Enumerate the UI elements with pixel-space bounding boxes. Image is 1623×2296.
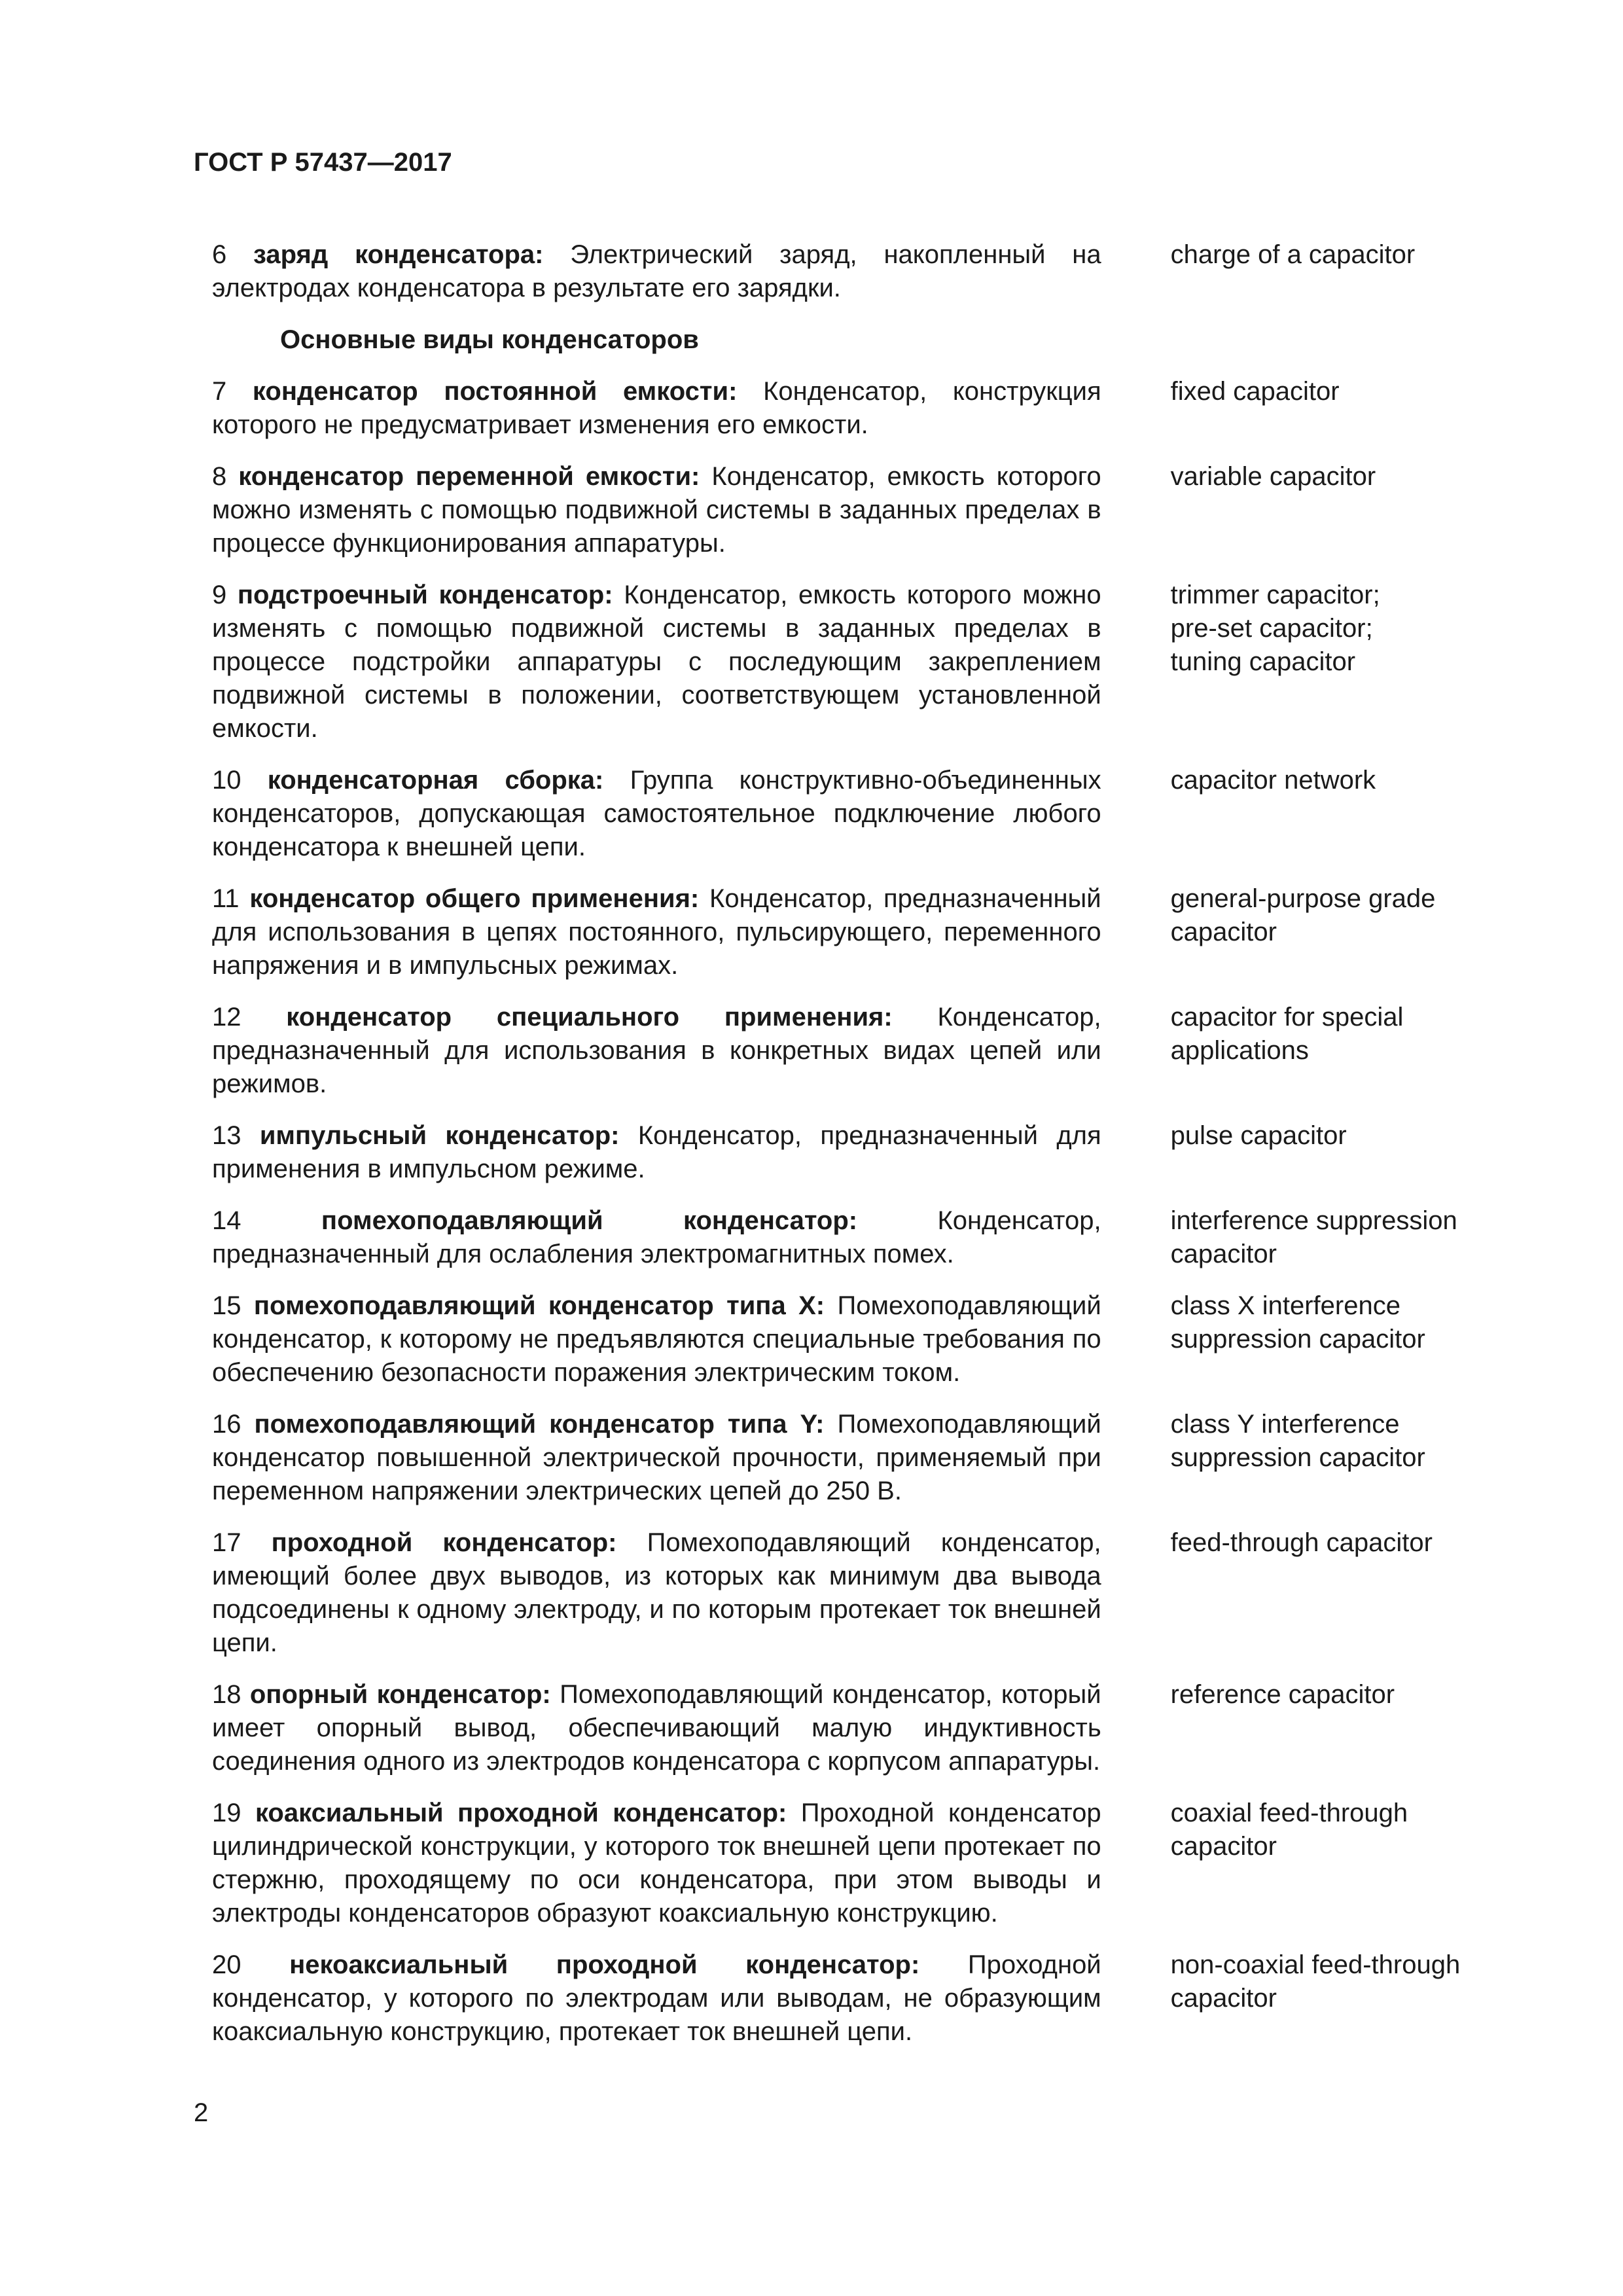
term-definition — [212, 1119, 1101, 1186]
term-definition — [212, 1289, 1101, 1390]
term-english: charge of a capacitor — [1170, 240, 1416, 269]
term-definition — [212, 460, 1101, 560]
term-name: помехоподавляющий конденсатор: — [321, 1206, 858, 1235]
term-name: опорный конденсатор: — [249, 1680, 551, 1709]
term-name: некоаксиальный проходной конденсатор: — [289, 1950, 920, 1979]
term-name: проходной конденсатор: — [271, 1528, 617, 1557]
term-name: конденсатор общего применения: — [249, 884, 700, 913]
page-number: 2 — [194, 2098, 209, 2127]
term-english: general-purpose grade capacitor — [1170, 884, 1436, 946]
term-english: capacitor network — [1170, 766, 1376, 795]
term-definition — [212, 764, 1101, 864]
term-entry — [212, 238, 1482, 305]
term-definition — [212, 1408, 1101, 1508]
term-number: 9 — [212, 581, 227, 609]
term-number: 13 — [212, 1121, 241, 1150]
term-definition — [212, 1526, 1101, 1660]
term-definition — [212, 1678, 1101, 1778]
term-entry — [212, 375, 1482, 442]
term-name: конденсатор постоянной емкости: — [252, 377, 738, 406]
term-text: Проходной конденсатор цилиндрической конструкции, у которого ток внешней цепи протекает по стержню, проходящему по оси конденсатора, при этом выводы и электроды конденсаторов образуют коаксиальную конструкцию. — [212, 1799, 1101, 1928]
document-code-header: ГОСТ Р 57437—2017 — [194, 148, 452, 177]
term-text: Конденсатор, конструкция которого не предусматривает изменения его емкости. — [212, 377, 1101, 439]
term-entry — [212, 882, 1482, 982]
term-text: Помехоподавляющий конденсатор, который имеет опорный вывод, обеспечивающий малую индуктивность соединения одного из электродов конденсатора с корпусом аппаратуры. — [212, 1680, 1101, 1776]
term-entry — [212, 1204, 1482, 1271]
term-text: Группа конструктивно-объединенных конденсаторов, допускающая самостоятельное подключение любого конденсатора к внешней цепи. — [212, 766, 1101, 861]
term-name: помехоподавляющий конденсатор типа Y: — [254, 1410, 825, 1439]
term-text: Помехоподавляющий конденсатор, к которому не предъявляются специальные требования по обеспечению безопасности поражения электрическим током. — [212, 1291, 1101, 1387]
term-english: pulse capacitor — [1170, 1121, 1347, 1150]
term-definition — [212, 238, 1101, 305]
term-english: class X interference suppression capacitor — [1170, 1291, 1425, 1354]
term-english: interference suppression capacitor — [1170, 1206, 1457, 1268]
term-text: Электрический заряд, накопленный на электродах конденсатора в результате его зарядки. — [212, 240, 1101, 302]
term-english: trimmer capacitor; pre-set capacitor; tuning capacitor — [1170, 581, 1380, 676]
term-entry — [212, 579, 1482, 745]
term-entry — [212, 1948, 1482, 2049]
term-english: class Y interference suppression capacitor — [1170, 1410, 1425, 1472]
term-english: reference capacitor — [1170, 1680, 1395, 1709]
term-number: 19 — [212, 1799, 241, 1827]
section-title: Основные виды конденсаторов — [280, 325, 699, 354]
term-english: non-coaxial feed-through capacitor — [1170, 1950, 1461, 2013]
term-entry — [212, 1797, 1482, 1930]
term-definition — [212, 579, 1101, 745]
term-text: Конденсатор, емкость которого можно изменять с помощью подвижной системы в заданных пределах в процессе функционирования аппаратуры. — [212, 462, 1101, 558]
term-english: variable capacitor — [1170, 462, 1376, 491]
term-definition — [212, 1948, 1101, 2049]
term-entry — [212, 1678, 1482, 1778]
term-entry — [212, 1001, 1482, 1101]
term-number: 14 — [212, 1206, 241, 1235]
term-number: 7 — [212, 377, 227, 406]
term-english: fixed capacitor — [1170, 377, 1340, 406]
term-number: 8 — [212, 462, 227, 491]
term-definition — [212, 1204, 1101, 1271]
term-name: подстроечный конденсатор: — [237, 581, 613, 609]
term-english: capacitor for special applications — [1170, 1003, 1404, 1065]
term-text: Конденсатор, предназначенный для использования в конкретных видах цепей или режимов. — [212, 1003, 1101, 1098]
term-definition — [212, 375, 1101, 442]
term-text: Конденсатор, предназначенный для использования в цепях постоянного, пульсирующего, переменного напряжения и в импульсных режимах. — [212, 884, 1101, 980]
term-english: coaxial feed-through capacitor — [1170, 1799, 1408, 1861]
term-number: 20 — [212, 1950, 241, 1979]
term-definition — [212, 882, 1101, 982]
term-english: feed-through capacitor — [1170, 1528, 1433, 1557]
term-number: 15 — [212, 1291, 241, 1320]
term-text: Помехоподавляющий конденсатор повышенной электрической прочности, применяемый при переменном напряжении электрических цепей до 250 В. — [212, 1410, 1101, 1505]
term-name: конденсатор переменной емкости: — [238, 462, 700, 491]
term-entry — [212, 764, 1482, 864]
term-number: 16 — [212, 1410, 241, 1439]
term-number: 11 — [212, 884, 240, 913]
term-text: Помехоподавляющий конденсатор, имеющий более двух выводов, из которых как минимум два вывода подсоединены к одному электроду, и по которым протекает ток внешней цепи. — [212, 1528, 1101, 1657]
term-entry — [212, 1526, 1482, 1660]
term-name: заряд конденсатора: — [253, 240, 544, 269]
term-name: помехоподавляющий конденсатор типа X: — [253, 1291, 825, 1320]
term-text: Конденсатор, предназначенный для ослабления электромагнитных помех. — [212, 1206, 1101, 1268]
term-name: конденсатор специального применения: — [286, 1003, 893, 1031]
term-definition — [212, 1797, 1101, 1930]
term-text: Конденсатор, емкость которого можно изменять с помощью подвижной системы в заданных пределах в процессе подстройки аппаратуры с последующим закреплением подвижной системы в положении, соответствующем установленной емкости. — [212, 581, 1101, 743]
term-definition — [212, 1001, 1101, 1101]
term-number: 10 — [212, 766, 241, 795]
term-name: коаксиальный проходной конденсатор: — [255, 1799, 787, 1827]
term-number: 17 — [212, 1528, 241, 1557]
term-text: Проходной конденсатор, у которого по электродам или выводам, не образующим коаксиальную конструкцию, протекает ток внешней цепи. — [212, 1950, 1101, 2046]
terms-list — [212, 238, 1482, 2067]
term-entry — [212, 1289, 1482, 1390]
term-name: импульсный конденсатор: — [259, 1121, 620, 1150]
term-entry — [212, 1119, 1482, 1186]
term-text: Конденсатор, предназначенный для применения в импульсном режиме. — [212, 1121, 1101, 1183]
term-number: 18 — [212, 1680, 241, 1709]
term-name: конденсаторная сборка: — [267, 766, 604, 795]
term-number: 12 — [212, 1003, 241, 1031]
term-entry — [212, 1408, 1482, 1508]
term-number: 6 — [212, 240, 227, 269]
term-entry — [212, 460, 1482, 560]
